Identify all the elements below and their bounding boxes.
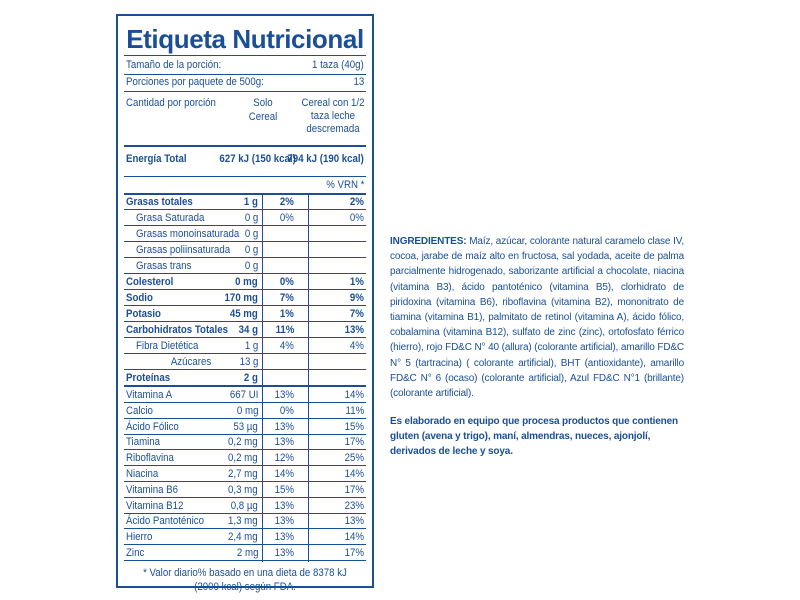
nutrient-amount: 0 g [244, 212, 258, 224]
col-cereal-only-line2: Cereal [248, 111, 278, 123]
nutrient-name: Grasa Saturada [136, 212, 205, 224]
vitamin-name: Niacina [126, 468, 159, 480]
footnote-line2: (2000 kcal) según FDA. [194, 581, 296, 593]
vitamin-vrn-cereal: 14% [274, 468, 294, 480]
vitamin-amount: 0,3 mg [228, 483, 258, 496]
vitamin-name: Vitamina A [126, 389, 173, 401]
amount-per-serving-label: Cantidad por porción [126, 97, 216, 109]
serving-size-value: 1 taza (40g) [312, 59, 364, 71]
nutrient-name: Grasas poliinsaturada [136, 244, 231, 256]
footnote-line1: * Valor diario% basado en una dieta de 8378 kJ [143, 567, 347, 579]
row-divider [124, 273, 366, 274]
ingredients-text: Maíz, azúcar, colorante natural caramelo clase IV, cocoa, jarabe de maíz alto en fructosa, sal yodada, aceite de palma parcialmente hidrogenado, saborizante artificial a chocolate, niacina (vitamina B3), ácido pantoténico (vitamina B5), clorhidrato de piridoxina (vitamina B6), riboflavina (vitamina B2), mononitrato de tiamina (vitamina B1), palmitato de retinol (vitamina A), ácido fólico, cobalamina (vitamina B12), sulfato de zinc (zinc), ortofosfato férrico (hierro), rojo FD&C N° 40 (allura) (colorante artificial), amarillo FD&C N° 5 (tartracina) ( colorante artificial), BHT (antioxidante), amarillo FD&C N° 6 (ocaso) (colorante artificial), Azul FD&C N°1 (brillante) (colorante artificial). [390, 236, 684, 400]
row-divider [124, 353, 366, 354]
nutrient-name: Grasas trans [136, 260, 192, 272]
divider [124, 385, 366, 387]
nutrient-name: Carbohidratos Totales [126, 324, 229, 336]
nutrient-name: Potasio [126, 308, 161, 320]
panel-title: Etiqueta Nutricional [126, 24, 364, 54]
nutrient-amount: 0 g [244, 260, 258, 272]
nutrient-vrn-cereal: 2% [280, 196, 294, 208]
vitamin-vrn-milk: 17% [344, 483, 364, 496]
nutrition-facts-panel [116, 14, 374, 593]
nutrient-vrn-cereal: 11% [275, 324, 294, 336]
nutrient-vrn-cereal: 1% [280, 308, 294, 320]
vitamin-amount: 2,7 mg [228, 468, 258, 480]
vitamin-amount: 2,4 mg [228, 531, 258, 544]
vitamin-name: Vitamina B12 [126, 499, 184, 512]
nutrient-name: Azúcares [170, 356, 212, 368]
vitamin-amount: 0,2 mg [228, 436, 258, 449]
divider [124, 55, 366, 56]
energy-cereal-only: 627 kJ (150 kcal) [219, 153, 296, 165]
nutrient-name: Colesterol [126, 276, 174, 288]
row-divider [124, 305, 366, 306]
nutrient-amount: 0 g [244, 228, 258, 240]
serving-size-label: Tamaño de la porción: [126, 59, 222, 71]
nutrient-amount: 1 g [244, 340, 258, 352]
vitamin-vrn-cereal: 13% [274, 436, 294, 449]
nutrient-amount: 0 mg [235, 276, 258, 288]
vitamin-amount: 1,3 mg [228, 515, 258, 528]
nutrient-name: Grasas monoinsaturada [136, 228, 240, 240]
vitamin-vrn-cereal: 13% [274, 515, 294, 528]
vitamin-vrn-milk: 17% [344, 547, 364, 559]
vitamin-vrn-milk: 25% [344, 452, 364, 465]
divider [124, 91, 366, 92]
vitamin-name: Hierro [126, 531, 153, 544]
divider [124, 176, 366, 177]
vitamin-vrn-milk: 14% [344, 468, 364, 480]
energy-label: Energía Total [126, 153, 187, 165]
vitamin-vrn-cereal: 12% [274, 452, 294, 465]
vitamin-vrn-milk: 11% [345, 404, 364, 417]
vitamin-vrn-cereal: 13% [274, 531, 294, 544]
servings-value: 13 [353, 76, 364, 88]
nutrient-vrn-milk: 7% [350, 308, 364, 320]
vitamin-name: Riboflavina [126, 452, 174, 465]
vitamin-vrn-milk: 14% [344, 389, 364, 401]
row-divider [124, 560, 366, 561]
nutrient-name: Grasas totales [126, 196, 193, 208]
vitamin-vrn-cereal: 13% [274, 389, 294, 401]
vitamin-amount: 0,8 µg [230, 499, 258, 512]
column-divider [262, 193, 263, 562]
nutrient-name: Proteínas [126, 372, 171, 384]
vitamin-vrn-milk: 23% [344, 499, 364, 512]
nutrient-name: Fibra Dietética [136, 340, 199, 352]
vitamin-amount: 0,2 mg [228, 452, 258, 465]
col-with-milk-line3: descremada [306, 123, 360, 135]
row-divider [124, 257, 366, 258]
vitamin-amount: 0 mg [236, 404, 258, 417]
row-divider [124, 225, 366, 226]
col-cereal-only-line1: Solo [253, 97, 273, 109]
vitamin-amount: 2 mg [236, 547, 258, 559]
nutrient-amount: 45 mg [230, 308, 258, 320]
nutrient-vrn-milk: 1% [350, 276, 364, 288]
nutrient-vrn-milk: 4% [350, 340, 364, 352]
nutrient-vrn-milk: 13% [344, 324, 364, 336]
vitamin-name: Ácido Fólico [126, 420, 179, 433]
row-divider [124, 209, 366, 210]
vitamin-name: Vitamina B6 [126, 483, 179, 496]
vitamin-vrn-cereal: 13% [274, 420, 294, 433]
nutrient-vrn-cereal: 0% [280, 212, 294, 224]
ingredients-label: INGREDIENTES: [390, 236, 467, 247]
nutrient-vrn-milk: 2% [350, 196, 364, 208]
nutrient-vrn-cereal: 7% [280, 292, 294, 304]
nutrient-name: Sodio [126, 292, 153, 304]
vitamin-vrn-milk: 15% [344, 420, 364, 433]
row-divider [124, 241, 366, 242]
vitamin-amount: 667 UI [229, 389, 258, 401]
ingredients-paragraph [390, 234, 684, 401]
energy-with-milk: 794 kJ (190 kcal) [287, 153, 364, 165]
row-divider [124, 321, 366, 322]
row-divider [124, 337, 366, 338]
nutrient-amount: 2 g [244, 372, 258, 384]
vitamin-name: Ácido Pantoténico [126, 515, 205, 528]
vrn-header: % VRN * [325, 179, 364, 191]
row-divider [124, 289, 366, 290]
nutrient-vrn-milk: 9% [350, 292, 364, 304]
row-divider [124, 369, 366, 370]
nutrient-vrn-cereal: 0% [280, 276, 294, 288]
nutrient-vrn-milk: 0% [350, 212, 364, 224]
vitamin-vrn-milk: 17% [344, 436, 364, 449]
vitamin-vrn-milk: 14% [344, 531, 364, 544]
nutrient-vrn-cereal: 4% [280, 340, 294, 352]
allergen-statement: Es elaborado en equipo que procesa productos que contienen gluten (avena y trigo), maní, almendras, nueces, ajonjolí, derivados de leche y soya. [390, 416, 679, 458]
vitamin-vrn-cereal: 13% [274, 547, 294, 559]
col-with-milk-line1: Cereal con 1/2 [301, 97, 365, 109]
col-with-milk-line2: taza leche [310, 110, 356, 122]
vitamin-name: Zinc [126, 547, 145, 559]
vitamin-vrn-cereal: 0% [280, 404, 294, 417]
nutrient-amount: 34 g [238, 324, 258, 336]
nutrient-amount: 0 g [244, 244, 258, 256]
nutrient-amount: 170 mg [224, 292, 258, 304]
vitamin-vrn-cereal: 15% [274, 483, 294, 496]
column-divider [308, 193, 309, 562]
servings-label: Porciones por paquete de 500g: [126, 76, 264, 88]
nutrient-amount: 13 g [239, 356, 258, 368]
vitamin-name: Tiamina [126, 436, 161, 449]
vitamin-amount: 53 µg [233, 420, 258, 433]
vitamin-vrn-milk: 13% [344, 515, 364, 528]
nutrient-amount: 1 g [244, 196, 258, 208]
vitamin-vrn-cereal: 13% [274, 499, 294, 512]
vitamin-name: Calcio [126, 404, 153, 417]
